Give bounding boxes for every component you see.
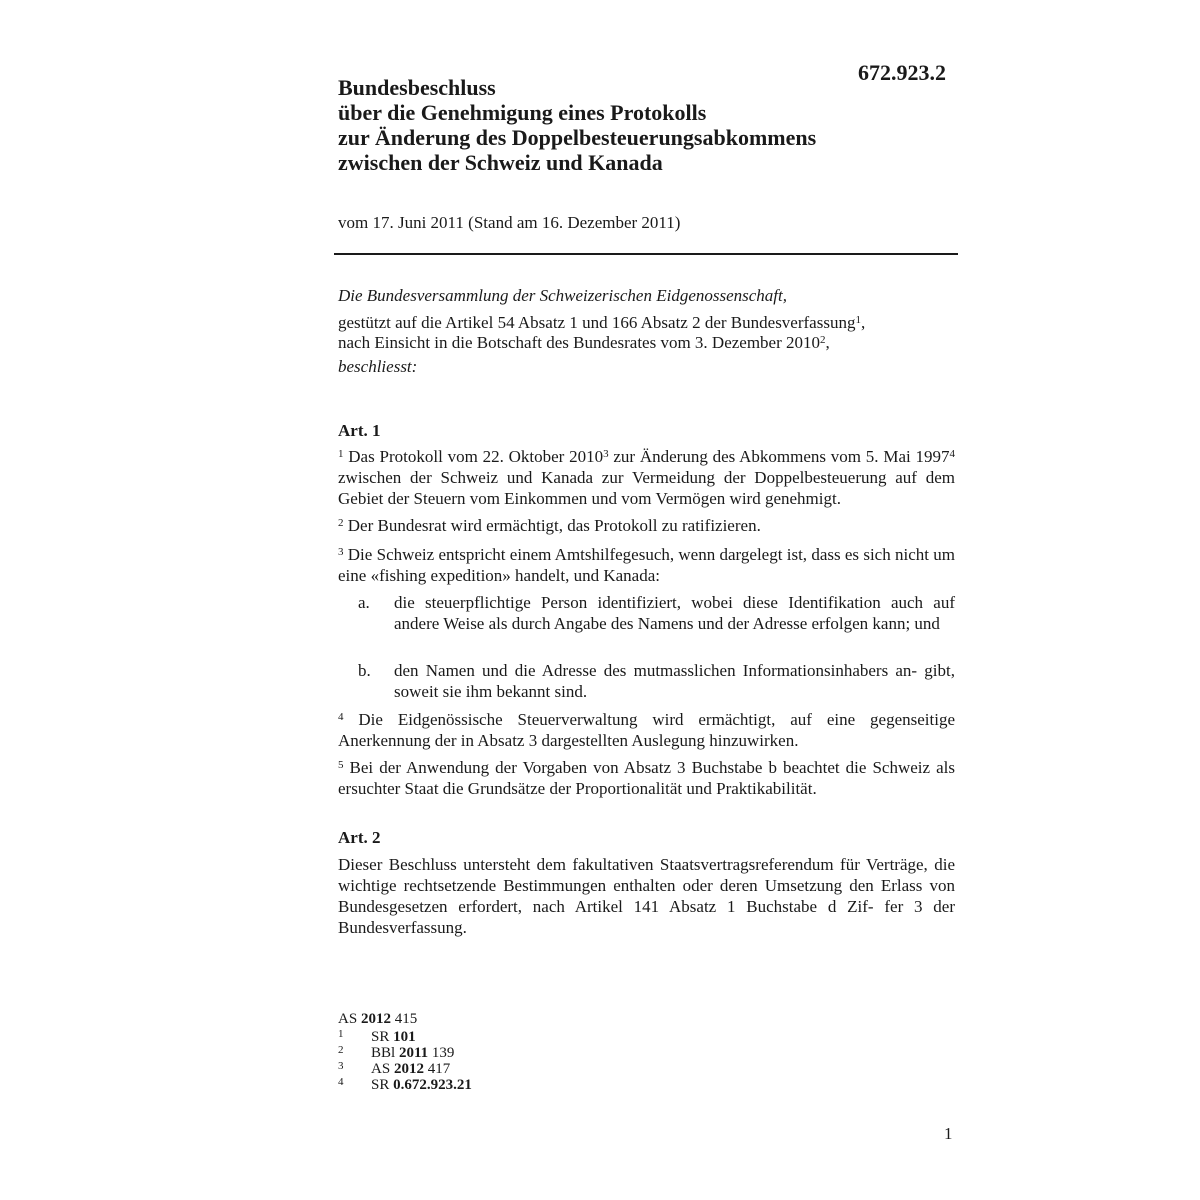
preamble-assembly: Die Bundesversammlung der Schweizerischen Eidgenossenschaft, [338,286,787,305]
title-line: zwischen der Schweiz und Kanada [338,150,663,175]
footnote-prefix: AS [371,1061,394,1077]
footnote-ref-3: 3 [603,448,609,460]
footnote-suffix: 417 [423,1061,451,1077]
paragraph-text: Der Bundesrat wird ermächtigt, das Protokoll zu ratifizieren. [343,516,761,535]
footnote-row [338,1076,472,1093]
footnote-row [338,1029,417,1045]
paragraph-number: 2 [338,517,344,529]
list-item [338,660,955,702]
preamble-dispatch-end: , [825,333,830,352]
list-item-text: den Namen und die Adresse des mutmasslichen Informationsinhabers an- gibt, soweit sie ihm bekannt sind. [394,661,955,701]
footnote-prefix: SR [371,1077,394,1093]
paragraph-number: 4 [338,711,344,723]
art1-paragraph-2 [338,515,955,536]
footnote-bold: 101 [393,1029,416,1045]
footnote-bold: 0.672.923.21 [393,1077,472,1093]
art2-heading: Art. 2 [338,828,381,847]
date-line: vom 17. Juni 2011 (Stand am 16. Dezember 2011) [338,213,681,232]
art1-paragraph-4 [338,709,955,751]
paragraph-text: Bei der Anwendung der Vorgaben von Absatz 3 Buchstabe b beachtet die Schweiz als ersuchter Staat die Grundsätze der Proportionalität und Praktikabilität. [338,758,955,798]
title-line: zur Änderung des Doppelbesteuerungsabkommens [338,125,817,150]
footnotes [338,1011,472,1093]
footnote-bold: 2012 [393,1061,424,1077]
list-item [338,592,955,634]
preamble-basis-text: gestützt auf die Artikel 54 Absatz 1 und 166 Absatz 2 der Bundesverfassung [338,313,856,332]
preamble-dispatch [338,332,955,353]
title-line: Bundesbeschluss [338,75,496,100]
footnote-row [338,1044,455,1061]
page-number: 1 [944,1124,953,1143]
preamble-basis [338,312,955,333]
as-reference [338,1011,417,1029]
art1-paragraph-1 [338,446,955,509]
footnote-number: 4 [338,1076,344,1088]
footnote-row [338,1060,451,1077]
sr-number: 672.923.2 [858,60,946,85]
footnote-text [371,1045,454,1061]
footnote-text [371,1061,450,1077]
paragraph-text: zwischen der Schweiz und Kanada zur Vermeidung der Doppelbesteuerung auf dem Gebiet der Steuern vom Einkommen und vom Vermögen wird genehmigt. [338,468,955,508]
paragraph-text: zur Änderung des Abkommens vom 5. Mai 1997 [608,447,950,466]
footnote-number: 2 [338,1044,344,1056]
footnote-bold: 2011 [398,1045,429,1061]
preamble-basis-end: , [860,313,866,332]
list-item-text: die steuerpflichtige Person identifiziert, wobei diese Identifikation auch auf andere Weise als durch Angabe des Namens und der Adresse erfolgen kann; und [394,593,955,633]
footnote-number: 1 [338,1028,344,1040]
art2-paragraph: Dieser Beschluss untersteht dem fakultativen Staatsvertragsreferendum für Verträge, die wichtige rechtsetzende Bestimmungen enthalten oder deren Umsetzung den Erlass von Bundesgesetzen erfordert, nach Artikel 141 Absatz 1 Buchstabe d Zif- fer 3 der Bundesverfassung. [338,855,955,937]
as-reference-year: 2012 [360,1011,391,1027]
footnote-text [371,1029,416,1045]
title-line: über die Genehmigung eines Protokolls [338,100,707,125]
preamble-resolves: beschliesst: [338,357,418,376]
horizontal-rule [334,253,958,255]
footnote-text [371,1077,472,1093]
paragraph-number: 5 [338,759,344,771]
footnote-prefix: BBl [371,1045,399,1061]
list-item-letter: b. [358,661,371,680]
preamble-dispatch-text: nach Einsicht in die Botschaft des Bundesrates vom 3. Dezember 2010 [338,333,821,352]
footnote-suffix: 139 [428,1045,455,1061]
footnote-prefix: SR [371,1029,394,1045]
as-reference-page: 415 [390,1011,418,1027]
footnote-ref-2: 2 [820,334,826,346]
list-item-letter: a. [358,593,370,612]
paragraph-text: Die Schweiz entspricht einem Amtshilfegesuch, wenn dargelegt ist, dass es sich nicht um eine «fishing expedition» handelt, und Kanada: [338,545,955,585]
paragraph-text: Das Protokoll vom 22. Oktober 2010 [343,447,604,466]
footnote-number: 3 [338,1060,344,1072]
art1-paragraph-5 [338,757,955,799]
footnote-ref-1: 1 [855,314,861,326]
art1-heading: Art. 1 [338,421,381,440]
as-reference-prefix: AS [338,1011,361,1027]
footnote-ref-4: 4 [949,448,955,460]
paragraph-number: 1 [338,448,344,460]
art1-paragraph-3 [338,544,955,586]
paragraph-number: 3 [338,546,344,558]
paragraph-text: Die Eidgenössische Steuerverwaltung wird ermächtigt, auf eine gegenseitige Anerkennung der in Absatz 3 dargestellten Auslegung hinzuwirken. [338,710,955,750]
document-title [338,75,898,175]
